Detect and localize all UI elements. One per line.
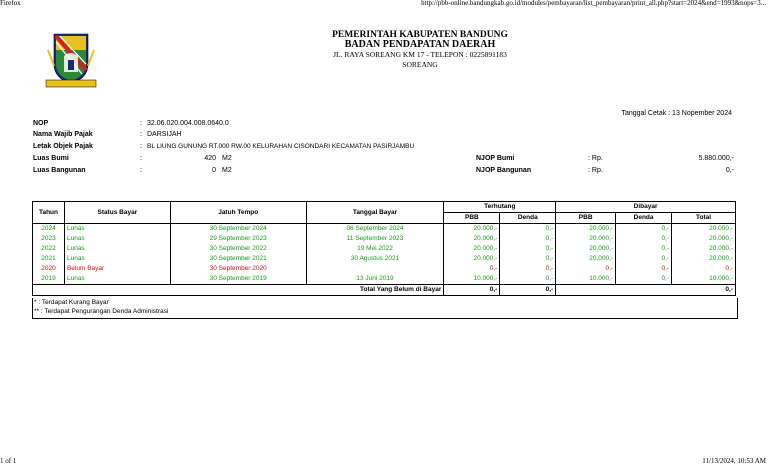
cell-tahun: 2019	[33, 274, 65, 285]
letak-label	[33, 142, 93, 152]
kabupaten-bandung-logo	[42, 30, 100, 90]
total-row	[33, 285, 736, 296]
cell-d-pbb: 20.000,-	[556, 254, 616, 264]
kop-line4: SOREANG	[402, 60, 438, 69]
cell-tanggal-bayar: 11 September 2023	[306, 234, 444, 244]
luas-bangunan-value: 0	[212, 167, 216, 174]
cell-d-pbb: 20.000,-	[556, 234, 616, 244]
cell-t-pbb: 20.000,-	[444, 254, 500, 264]
col-terhutang-denda: Denda	[500, 213, 556, 224]
note-kurang-bayar: * : Terdapat Kurang Bayar	[34, 299, 109, 306]
cell-total: 20.000,-	[672, 234, 736, 244]
colon: :	[588, 167, 590, 174]
luas-bangunan-label	[33, 166, 86, 176]
cell-d-denda: 0,-	[616, 274, 672, 285]
cell-jatuh-tempo: 30 September 2022	[170, 244, 306, 254]
cell-tanggal-bayar: 06 September 2024	[306, 224, 444, 235]
cell-tanggal-bayar	[306, 264, 444, 274]
col-dibayar-pbb: PBB	[556, 213, 616, 224]
luas-bumi-label-text: Luas Bumi	[33, 155, 69, 162]
col-tanggal-bayar: Tanggal Bayar	[306, 202, 444, 224]
cell-d-denda: 0,-	[616, 234, 672, 244]
col-tahun: Tahun	[33, 202, 65, 224]
colon: :	[140, 120, 142, 127]
cell-d-denda: 0,-	[616, 264, 672, 274]
payment-table	[32, 201, 736, 296]
table-row	[33, 264, 736, 274]
colon: :	[140, 155, 142, 162]
col-total: Total	[672, 213, 736, 224]
total-denda: 0,-	[500, 285, 556, 296]
letak-label-text: Letak Objek Pajak	[33, 143, 93, 150]
nop-row	[33, 119, 48, 129]
col-jatuh-tempo: Jatuh Tempo	[170, 202, 306, 224]
luas-bumi-unit: M2	[222, 155, 232, 162]
luas-bumi-value: 420	[204, 155, 216, 162]
cell-t-pbb: 0,-	[444, 264, 500, 274]
cell-t-denda: 0,-	[500, 254, 556, 264]
cell-t-pbb: 20.000,-	[444, 244, 500, 254]
page-number: 1 of 1	[0, 457, 17, 465]
print-header	[0, 0, 768, 8]
cell-d-pbb: 10.000,-	[556, 274, 616, 285]
cell-tanggal-bayar: 19 Mei 2022	[306, 244, 444, 254]
table-row	[33, 254, 736, 264]
col-dibayar-denda: Denda	[616, 213, 672, 224]
cell-total: 20.000,-	[672, 224, 736, 235]
kop-line1: PEMERINTAH KABUPATEN BANDUNG	[332, 30, 508, 40]
col-terhutang-pbb: PBB	[444, 213, 500, 224]
cell-t-denda: 0,-	[500, 264, 556, 274]
cell-status: Lunas	[64, 234, 170, 244]
cell-t-denda: 0,-	[500, 234, 556, 244]
cell-d-pbb: 0,-	[556, 264, 616, 274]
colon: :	[140, 167, 142, 174]
cell-d-denda: 0,-	[616, 244, 672, 254]
cell-t-pbb: 20.000,-	[444, 234, 500, 244]
cell-t-pbb: 10.000,-	[444, 274, 500, 285]
colon: :	[140, 131, 142, 138]
cell-status: Lunas	[64, 254, 170, 264]
notes-box	[32, 298, 738, 319]
njop-bangunan-label-text: NJOP Bangunan	[476, 167, 532, 174]
browser-name: Firefox	[0, 0, 21, 7]
njop-bumi-cur	[588, 154, 603, 164]
nop-label: NOP	[33, 120, 49, 127]
cell-status: Belum Bayar	[64, 264, 170, 274]
njop-bumi-value: 5.880.000,-	[698, 155, 734, 162]
cell-total: 20.000,-	[672, 254, 736, 264]
kop-line2: BADAN PENDAPATAN DAERAH	[344, 39, 496, 50]
tanggal-cetak: Tanggal Cetak : 13 Nopember 2024	[621, 110, 732, 117]
nama-label-text: Nama Wajib Pajak	[33, 131, 93, 138]
cell-tahun: 2023	[33, 234, 65, 244]
col-terhutang: Terhutang	[444, 202, 556, 213]
cell-d-denda: 0,-	[616, 224, 672, 235]
cell-tahun: 2020	[33, 264, 65, 274]
print-footer	[0, 456, 768, 466]
table-row	[33, 274, 736, 285]
cell-t-denda: 0,-	[500, 244, 556, 254]
print-url: http://pbb-online.bandungkab.go.id/modules/pembayaran/list_pembayaran/print_all.php?start=2024&end=1993&nops=3...	[421, 0, 766, 7]
cell-tanggal-bayar: 13 Juni 2019	[306, 274, 444, 285]
colon: :	[140, 143, 142, 150]
nop-colon	[140, 119, 142, 129]
nama-value: DARSIJAH	[147, 131, 182, 138]
table-row	[33, 244, 736, 254]
cell-total: 10.000,-	[672, 274, 736, 285]
luas-bangunan-label-text: Luas Bangunan	[33, 167, 86, 174]
cell-total: 20.000,-	[672, 244, 736, 254]
col-status: Status Bayar	[64, 202, 170, 224]
njop-bumi-label-text: NJOP Bumi	[476, 155, 515, 162]
cell-tanggal-bayar: 30 Agustus 2021	[306, 254, 444, 264]
cell-tahun: 2022	[33, 244, 65, 254]
col-dibayar: Dibayar	[556, 202, 736, 213]
cell-status: Lunas	[64, 244, 170, 254]
luas-bumi-colon	[140, 154, 142, 164]
njop-bumi-label	[476, 154, 514, 164]
note-pengurangan-denda: ** : Terdapat Pengurangan Denda Administrasi	[34, 308, 169, 315]
cell-jatuh-tempo: 30 September 2024	[170, 224, 306, 235]
colon: :	[588, 155, 590, 162]
table-row	[33, 224, 736, 235]
total-pbb: 0,-	[444, 285, 500, 296]
kop-line3: JL. RAYA SOREANG KM 17 - TELEPON : 0225891183	[333, 50, 507, 59]
currency: Rp.	[591, 167, 603, 174]
cell-jatuh-tempo: 30 September 2021	[170, 254, 306, 264]
luas-bumi-label	[33, 154, 69, 164]
cell-total: 0,-	[672, 264, 736, 274]
letak-value: BL LIUNG GUNUNG RT.000 RW.00 KELURAHAN CISONDARI KECAMATAN PASIRJAMBU	[147, 143, 415, 150]
cell-status: Lunas	[64, 274, 170, 285]
table-row	[33, 234, 736, 244]
letak-colon	[140, 142, 142, 152]
njop-bangunan-label	[476, 166, 531, 176]
cell-jatuh-tempo: 29 September 2023	[170, 234, 306, 244]
print-datetime: 11/13/2024, 10:53 AM	[702, 457, 766, 465]
letterhead	[230, 30, 610, 70]
nama-colon	[140, 130, 142, 140]
njop-bangunan-value: 0,-	[725, 167, 734, 174]
cell-t-denda: 0,-	[500, 274, 556, 285]
cell-jatuh-tempo: 30 September 2020	[170, 264, 306, 274]
cell-t-pbb: 20.000,-	[444, 224, 500, 235]
cell-d-denda: 0,-	[616, 254, 672, 264]
luas-bangunan-unit: M2	[222, 167, 232, 174]
cell-status: Lunas	[64, 224, 170, 235]
cell-t-denda: 0,-	[500, 224, 556, 235]
njop-bangunan-cur	[588, 166, 603, 176]
total-label: Total Yang Belum di Bayar	[33, 285, 444, 296]
nama-label	[33, 130, 93, 140]
luas-bangunan-colon	[140, 166, 142, 176]
cell-d-pbb: 20.000,-	[556, 224, 616, 235]
currency: Rp.	[591, 155, 603, 162]
total-total: 0,-	[556, 285, 736, 296]
nop-value: 32.06.020.004.008.0640.0	[147, 120, 229, 127]
cell-jatuh-tempo: 30 September 2019	[170, 274, 306, 285]
cell-d-pbb: 20.000,-	[556, 244, 616, 254]
cell-tahun: 2024	[33, 224, 65, 235]
cell-tahun: 2021	[33, 254, 65, 264]
